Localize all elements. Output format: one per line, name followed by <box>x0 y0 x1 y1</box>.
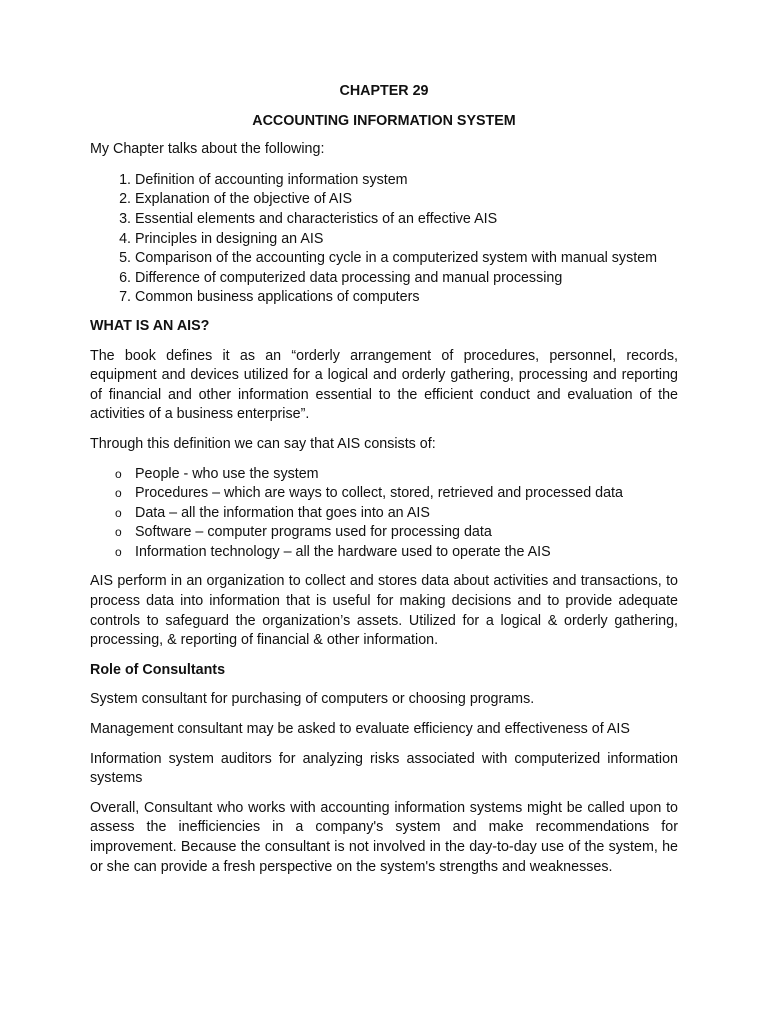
list-item: 5. Comparison of the accounting cycle in a computerized system with manual system <box>135 249 678 269</box>
list-item <box>115 504 678 524</box>
list-item: 2. Explanation of the objective of AIS <box>135 190 678 210</box>
list-item <box>115 523 678 543</box>
components-list <box>90 465 678 563</box>
list-item: 3. Essential elements and characteristics of an effective AIS <box>135 210 678 230</box>
list-item-text: Software – computer programs used for processing data <box>135 524 492 541</box>
bullet-icon: o <box>115 466 122 481</box>
chapter-title: ACCOUNTING INFORMATION SYSTEM <box>252 112 516 129</box>
consists-intro: Through this definition we can say that AIS consists of: <box>90 435 436 452</box>
consultants-heading: Role of Consultants <box>90 661 226 678</box>
topics-list <box>90 171 678 308</box>
ais-performance: AIS perform in an organization to collect and stores data about activities and transactions, to process data into information that is useful for making decisions and to provide adequate controls to safeguard the organization’s assets. Utilized for a logical & orderly gathering, processing, & reporting of financial & other information. <box>90 573 678 649</box>
bullet-icon: o <box>115 505 122 520</box>
list-item <box>115 543 678 563</box>
system-consultant-text: System consultant for purchasing of computers or choosing programs. <box>90 691 535 708</box>
list-item-text: People - who use the system <box>135 465 319 482</box>
list-item: 4. Principles in designing an AIS <box>135 230 678 250</box>
list-item-text: Procedures – which are ways to collect, stored, retrieved and processed data <box>135 485 623 502</box>
list-item <box>115 484 678 504</box>
list-item: 1. Definition of accounting information system <box>135 171 678 191</box>
auditors-text: Information system auditors for analyzing risks associated with computerized information systems <box>90 750 678 787</box>
bullet-icon: o <box>115 544 122 559</box>
management-consultant-text: Management consultant may be asked to evaluate efficiency and effectiveness of AIS <box>90 721 630 738</box>
list-item: 7. Common business applications of computers <box>135 288 678 308</box>
bullet-icon: o <box>115 525 122 540</box>
what-is-ais-heading: WHAT IS AN AIS? <box>90 317 210 334</box>
list-item <box>115 465 678 485</box>
list-item-text: Information technology – all the hardware used to operate the AIS <box>135 543 551 560</box>
intro-text: My Chapter talks about the following: <box>90 141 325 158</box>
list-item: 6. Difference of computerized data processing and manual processing <box>135 269 678 289</box>
bullet-icon: o <box>115 486 122 501</box>
list-item-text: Data – all the information that goes into an AIS <box>135 504 430 521</box>
chapter-number: CHAPTER 29 <box>339 83 429 99</box>
consultants-overall: Overall, Consultant who works with accounting information systems might be called upon to assess the inefficiencies in a company's system and make recommendations for improvement. Because the consultant is not involved in the day-to-day use of the system, he or she can provide a fresh perspective on the system's strengths and weaknesses. <box>90 799 678 875</box>
ais-definition: The book defines it as an “orderly arrangement of procedures, personnel, records, equipment and devices utilized for a logical and orderly gathering, processing and reporting of financial and other information essential to the efficient conduct and evaluation of the activities of a business enterprise”. <box>90 347 678 423</box>
